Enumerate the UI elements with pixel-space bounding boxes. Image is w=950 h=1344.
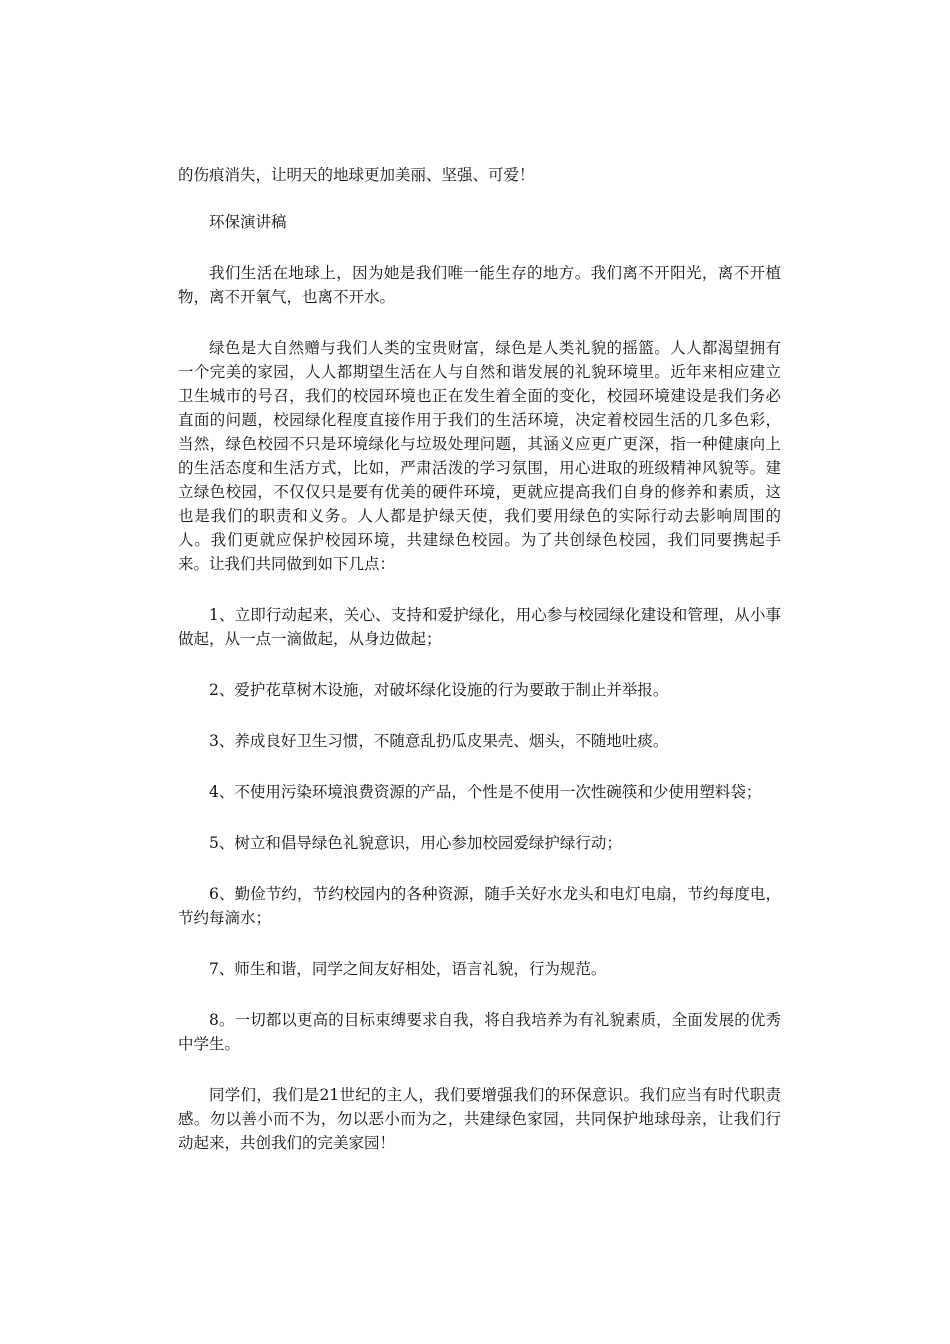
list-item-5: 5、树立和倡导绿色礼貌意识，用心参加校园爱绿护绿行动； [209, 834, 622, 852]
list-item-1: 1、立即行动起来，关心、支持和爱护绿化，用心参与校园绿化建设和管理，从小事做起，从一点一滴做起，从身边做起； [178, 606, 781, 648]
list-item-3: 3、养成良好卫生习惯，不随意乱扔瓜皮果壳、烟头，不随地吐痰。 [209, 732, 669, 750]
list-item-2: 2、爱护花草树木设施，对破坏绿化设施的行为要敢于制止并举报。 [209, 681, 669, 699]
list-item-8: 8。一切都以更高的目标束缚要求自我，将自我培养为有礼貌素质，全面发展的优秀中学生。 [178, 1011, 781, 1053]
paragraph-conclusion: 同学们，我们是21世纪的主人，我们要增强我们的环保意识。我们应当有时代职责感。勿以善小而不为，勿以恶小而为之，共建绿色家园，共同保护地球母亲，让我们行动起来，共创我们的完美家园！ [178, 1086, 781, 1152]
paragraph-green-campus: 绿色是大自然赠与我们人类的宝贵财富，绿色是人类礼貌的摇篮。人人都渴望拥有一个完美的家园，人人都期望生活在人与自然和谐发展的礼貌环境里。近年来相应建立卫生城市的号召，我们的校园环境也正在发生着全面的变化，校园环境建设是我们务必直面的问题，校园绿化程度直接作用于我们的生活环境，决定着校园生活的几多色彩，当然，绿色校园不只是环境绿化与垃圾处理问题，其涵义应更广更深，指一种健康向上的生活态度和生活方式，比如，严肃活泼的学习氛围，用心进取的班级精神风貌等。建立绿色校园，不仅仅只是要有优美的硬件环境，更就应提高我们自身的修养和素质，这也是我们的职责和义务。人人都是护绿天使，我们要用绿色的实际行动去影响周围的人。我们更就应保护校园环境，共建绿色校园。为了共创绿色校园，我们同要携起手来。让我们共同做到如下几点： [178, 339, 781, 573]
document-body [178, 163, 781, 1155]
paragraph-continuation: 的伤痕消失，让明天的地球更加美丽、坚强、可爱！ [178, 166, 535, 184]
paragraph-intro: 我们生活在地球上，因为她是我们唯一能生存的地方。我们离不开阳光，离不开植物，离不开氧气，也离不开水。 [178, 264, 781, 306]
list-item-4: 4、不使用污染环境浪费资源的产品，个性是不使用一次性碗筷和少使用塑料袋； [209, 783, 762, 801]
section-title: 环保演讲稿 [209, 213, 287, 231]
list-item-6: 6、勤俭节约，节约校园内的各种资源，随手关好水龙头和电灯电扇，节约每度电，节约每滴水； [178, 885, 781, 927]
list-item-7: 7、师生和谐，同学之间友好相处，语言礼貌，行为规范。 [209, 960, 607, 978]
